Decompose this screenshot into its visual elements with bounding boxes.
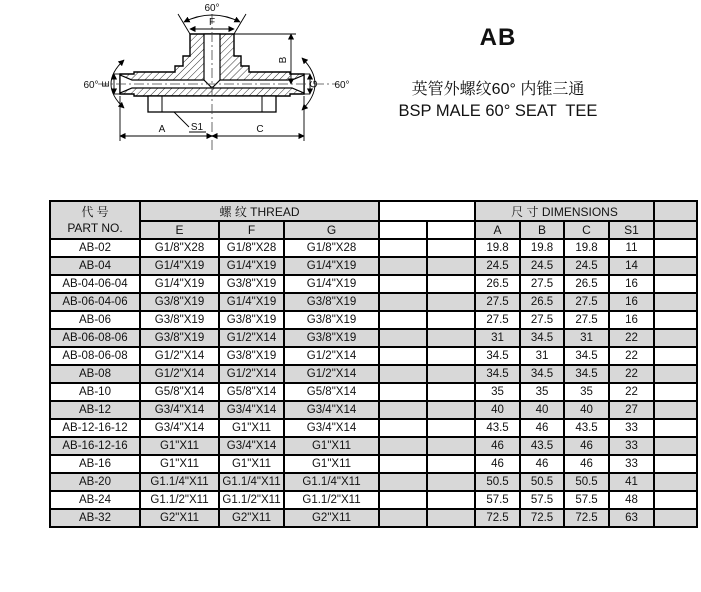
f-value-cell: G3/8"X19 — [219, 275, 284, 293]
product-name-chinese: 英管外螺纹60° 内锥三通 — [411, 81, 585, 98]
a-dimension-label: A — [158, 124, 166, 135]
e-value-cell: G3/4"X14 — [140, 401, 219, 419]
c-value-cell: 72.5 — [564, 509, 609, 527]
series-code: AB — [479, 24, 517, 51]
c-value-cell: 24.5 — [564, 257, 609, 275]
blank-cell — [379, 509, 427, 527]
table-row — [50, 329, 697, 347]
part-no-cell: AB-16 — [50, 455, 140, 473]
col-header-e: E — [140, 221, 219, 239]
part-no-cell: AB-04-06-04 — [50, 275, 140, 293]
c-value-cell: 57.5 — [564, 491, 609, 509]
a-value-cell: 27.5 — [475, 293, 520, 311]
e-value-cell: G3/4"X14 — [140, 419, 219, 437]
table-row — [50, 293, 697, 311]
b-dimension-label: B — [278, 56, 289, 64]
f-value-cell: G1"X11 — [219, 419, 284, 437]
c-value-cell: 46 — [564, 437, 609, 455]
a-value-cell: 50.5 — [475, 473, 520, 491]
b-value-cell: 46 — [520, 455, 564, 473]
b-value-cell: 46 — [520, 419, 564, 437]
g-value-cell: G1.1/2"X11 — [284, 491, 379, 509]
f-value-cell: G2"X11 — [219, 509, 284, 527]
blank-cell — [654, 401, 697, 419]
f-value-cell: G1.1/2"X11 — [219, 491, 284, 509]
c-value-cell: 43.5 — [564, 419, 609, 437]
b-value-cell: 19.8 — [520, 239, 564, 257]
b-value-cell: 57.5 — [520, 491, 564, 509]
s1-value-cell: 22 — [609, 329, 654, 347]
s1-value-cell: 63 — [609, 509, 654, 527]
blank-cell — [654, 473, 697, 491]
b-value-cell: 27.5 — [520, 311, 564, 329]
f-dimension-label: F — [208, 17, 216, 28]
a-value-cell: 72.5 — [475, 509, 520, 527]
s1-value-cell: 14 — [609, 257, 654, 275]
blank-cell — [379, 473, 427, 491]
blank-cell — [379, 275, 427, 293]
blank-cell — [427, 329, 475, 347]
a-value-cell: 24.5 — [475, 257, 520, 275]
blank-cell — [379, 491, 427, 509]
blank-cell — [427, 239, 475, 257]
left-angle-label: 60° — [83, 80, 99, 91]
f-value-cell: G3/4"X14 — [219, 401, 284, 419]
part-no-header-en: PART NO. — [67, 221, 123, 235]
blank-cell — [379, 455, 427, 473]
f-value-cell: G1"X11 — [219, 455, 284, 473]
c-value-cell: 34.5 — [564, 365, 609, 383]
part-no-cell: AB-04 — [50, 257, 140, 275]
table-row — [50, 347, 697, 365]
e-value-cell: G3/8"X19 — [140, 311, 219, 329]
b-value-cell: 31 — [520, 347, 564, 365]
top-angle-label: 60° — [204, 3, 220, 14]
f-value-cell: G1/2"X14 — [219, 365, 284, 383]
blank-col-header — [427, 221, 475, 239]
part-no-cell: AB-06-08-06 — [50, 329, 140, 347]
blank-cell — [654, 293, 697, 311]
blank-cell — [427, 275, 475, 293]
a-value-cell: 46 — [475, 437, 520, 455]
s1-value-cell: 33 — [609, 437, 654, 455]
c-value-cell: 40 — [564, 401, 609, 419]
blank-cell — [379, 329, 427, 347]
e-value-cell: G1/2"X14 — [140, 347, 219, 365]
blank-cell — [654, 311, 697, 329]
blank-cell — [379, 347, 427, 365]
g-value-cell: G1"X11 — [284, 437, 379, 455]
col-header-c: C — [564, 221, 609, 239]
blank-group-header — [379, 201, 475, 221]
blank-cell — [427, 473, 475, 491]
table-row — [50, 419, 697, 437]
g-value-cell: G3/8"X19 — [284, 329, 379, 347]
e-value-cell: G1"X11 — [140, 455, 219, 473]
e-value-cell: G2"X11 — [140, 509, 219, 527]
part-no-cell: AB-24 — [50, 491, 140, 509]
cone-line — [234, 14, 246, 34]
a-value-cell: 46 — [475, 455, 520, 473]
s1-value-cell: 16 — [609, 311, 654, 329]
s1-value-cell: 48 — [609, 491, 654, 509]
s1-value-cell: 41 — [609, 473, 654, 491]
part-no-cell: AB-12-16-12 — [50, 419, 140, 437]
blank-cell — [379, 401, 427, 419]
table-row — [50, 401, 697, 419]
b-value-cell: 35 — [520, 383, 564, 401]
blank-cell — [427, 455, 475, 473]
g-value-cell: G3/4"X14 — [284, 419, 379, 437]
g-value-cell: G1/2"X14 — [284, 347, 379, 365]
col-header-a: A — [475, 221, 520, 239]
table-row — [50, 275, 697, 293]
tee-fitting-section-drawing — [78, 0, 370, 158]
e-value-cell: G1/4"X19 — [140, 275, 219, 293]
e-value-cell: G3/8"X19 — [140, 329, 219, 347]
blank-cell — [654, 347, 697, 365]
blank-cell — [379, 293, 427, 311]
part-no-cell: AB-06 — [50, 311, 140, 329]
a-value-cell: 27.5 — [475, 311, 520, 329]
b-value-cell: 43.5 — [520, 437, 564, 455]
table-row — [50, 257, 697, 275]
col-header-f: F — [219, 221, 284, 239]
s1-value-cell: 22 — [609, 383, 654, 401]
s1-value-cell: 11 — [609, 239, 654, 257]
b-value-cell: 26.5 — [520, 293, 564, 311]
a-value-cell: 57.5 — [475, 491, 520, 509]
g-dimension-label: G — [309, 80, 320, 88]
blank-end-col-header — [654, 221, 697, 239]
s1-label: S1 — [190, 122, 204, 133]
s1-leader-line — [174, 112, 189, 127]
a-value-cell: 31 — [475, 329, 520, 347]
blank-cell — [427, 401, 475, 419]
a-value-cell: 26.5 — [475, 275, 520, 293]
blank-cell — [427, 383, 475, 401]
a-value-cell: 19.8 — [475, 239, 520, 257]
s1-value-cell: 16 — [609, 275, 654, 293]
s1-value-cell: 33 — [609, 455, 654, 473]
s1-value-cell: 16 — [609, 293, 654, 311]
blank-cell — [427, 257, 475, 275]
f-value-cell: G1/8"X28 — [219, 239, 284, 257]
s1-value-cell: 22 — [609, 347, 654, 365]
g-value-cell: G1.1/4"X11 — [284, 473, 379, 491]
a-value-cell: 35 — [475, 383, 520, 401]
table-row — [50, 455, 697, 473]
part-no-cell: AB-16-12-16 — [50, 437, 140, 455]
g-value-cell: G3/8"X19 — [284, 311, 379, 329]
part-no-header — [50, 201, 140, 239]
a-value-cell: 40 — [475, 401, 520, 419]
blank-cell — [654, 509, 697, 527]
blank-cell — [654, 491, 697, 509]
blank-cell — [427, 347, 475, 365]
b-value-cell: 24.5 — [520, 257, 564, 275]
g-value-cell: G3/8"X19 — [284, 293, 379, 311]
c-value-cell: 26.5 — [564, 275, 609, 293]
e-value-cell: G1"X11 — [140, 437, 219, 455]
blank-cell — [654, 239, 697, 257]
blank-cell — [654, 455, 697, 473]
part-no-header-cn: 代 号 — [81, 204, 109, 219]
g-value-cell: G1"X11 — [284, 455, 379, 473]
b-value-cell: 72.5 — [520, 509, 564, 527]
part-no-cell: AB-08-06-08 — [50, 347, 140, 365]
header-row-1 — [50, 201, 697, 221]
blank-cell — [654, 257, 697, 275]
blank-cell — [379, 311, 427, 329]
thread-group-header: 螺 纹 THREAD — [140, 201, 379, 221]
part-no-cell: AB-20 — [50, 473, 140, 491]
g-value-cell: G1/4"X19 — [284, 257, 379, 275]
g-value-cell: G1/8"X28 — [284, 239, 379, 257]
f-value-cell: G5/8"X14 — [219, 383, 284, 401]
c-value-cell: 50.5 — [564, 473, 609, 491]
blank-cell — [379, 365, 427, 383]
blank-cell — [379, 257, 427, 275]
blank-cell — [654, 365, 697, 383]
c-value-cell: 27.5 — [564, 293, 609, 311]
blank-cell — [427, 491, 475, 509]
blank-cell — [654, 329, 697, 347]
f-value-cell: G1/4"X19 — [219, 293, 284, 311]
blank-cell — [654, 419, 697, 437]
table-row — [50, 509, 697, 527]
a-value-cell: 34.5 — [475, 365, 520, 383]
e-value-cell: G1/2"X14 — [140, 365, 219, 383]
a-value-cell: 34.5 — [475, 347, 520, 365]
table-row — [50, 437, 697, 455]
col-header-b: B — [520, 221, 564, 239]
blank-cell — [427, 509, 475, 527]
dimension-table — [49, 200, 698, 528]
part-no-cell: AB-06-04-06 — [50, 293, 140, 311]
e-value-cell: G3/8"X19 — [140, 293, 219, 311]
e-value-cell: G1/4"X19 — [140, 257, 219, 275]
part-no-cell: AB-12 — [50, 401, 140, 419]
f-value-cell: G3/8"X19 — [219, 347, 284, 365]
b-value-cell: 34.5 — [520, 365, 564, 383]
blank-cell — [379, 419, 427, 437]
f-value-cell: G1/4"X19 — [219, 257, 284, 275]
c-value-cell: 46 — [564, 455, 609, 473]
blank-cell — [379, 437, 427, 455]
cone-line — [178, 14, 190, 34]
g-value-cell: G3/4"X14 — [284, 401, 379, 419]
f-value-cell: G3/4"X14 — [219, 437, 284, 455]
b-value-cell: 40 — [520, 401, 564, 419]
title-block — [378, 24, 618, 121]
col-header-g: G — [284, 221, 379, 239]
c-value-cell: 34.5 — [564, 347, 609, 365]
c-value-cell: 19.8 — [564, 239, 609, 257]
e-dimension-label: E — [101, 80, 112, 88]
dimensions-group-header: 尺 寸 DIMENSIONS — [475, 201, 654, 221]
f-value-cell: G1/2"X14 — [219, 329, 284, 347]
g-value-cell: G1/2"X14 — [284, 365, 379, 383]
part-no-cell: AB-32 — [50, 509, 140, 527]
right-angle-label: 60° — [334, 80, 350, 91]
table-row — [50, 365, 697, 383]
f-value-cell: G1.1/4"X11 — [219, 473, 284, 491]
part-no-cell: AB-10 — [50, 383, 140, 401]
f-value-cell: G3/8"X19 — [219, 311, 284, 329]
part-no-cell: AB-02 — [50, 239, 140, 257]
header-row-2 — [50, 221, 697, 239]
c-dimension-label: C — [256, 124, 264, 135]
table-row — [50, 491, 697, 509]
b-value-cell: 50.5 — [520, 473, 564, 491]
table-body — [50, 239, 697, 527]
blank-cell — [654, 275, 697, 293]
col-header-s1: S1 — [609, 221, 654, 239]
product-name-english: BSP MALE 60° SEAT TEE — [398, 102, 598, 120]
a-value-cell: 43.5 — [475, 419, 520, 437]
e-value-cell: G1.1/4"X11 — [140, 473, 219, 491]
c-value-cell: 35 — [564, 383, 609, 401]
table-row — [50, 383, 697, 401]
g-value-cell: G2"X11 — [284, 509, 379, 527]
g-value-cell: G5/8"X14 — [284, 383, 379, 401]
b-value-cell: 34.5 — [520, 329, 564, 347]
blank-cell — [654, 437, 697, 455]
table-row — [50, 311, 697, 329]
b-value-cell: 27.5 — [520, 275, 564, 293]
blank-cell — [427, 365, 475, 383]
blank-cell — [654, 383, 697, 401]
s1-value-cell: 22 — [609, 365, 654, 383]
e-value-cell: G5/8"X14 — [140, 383, 219, 401]
blank-col-header — [379, 221, 427, 239]
blank-cell — [427, 311, 475, 329]
blank-cell — [379, 239, 427, 257]
table-row — [50, 473, 697, 491]
blank-cell — [427, 419, 475, 437]
blank-end-header — [654, 201, 697, 221]
e-value-cell: G1.1/2"X11 — [140, 491, 219, 509]
s1-value-cell: 33 — [609, 419, 654, 437]
g-value-cell: G1/4"X19 — [284, 275, 379, 293]
blank-cell — [427, 293, 475, 311]
c-value-cell: 31 — [564, 329, 609, 347]
table-row — [50, 239, 697, 257]
part-no-cell: AB-08 — [50, 365, 140, 383]
c-value-cell: 27.5 — [564, 311, 609, 329]
s1-value-cell: 27 — [609, 401, 654, 419]
e-value-cell: G1/8"X28 — [140, 239, 219, 257]
blank-cell — [379, 383, 427, 401]
blank-cell — [427, 437, 475, 455]
